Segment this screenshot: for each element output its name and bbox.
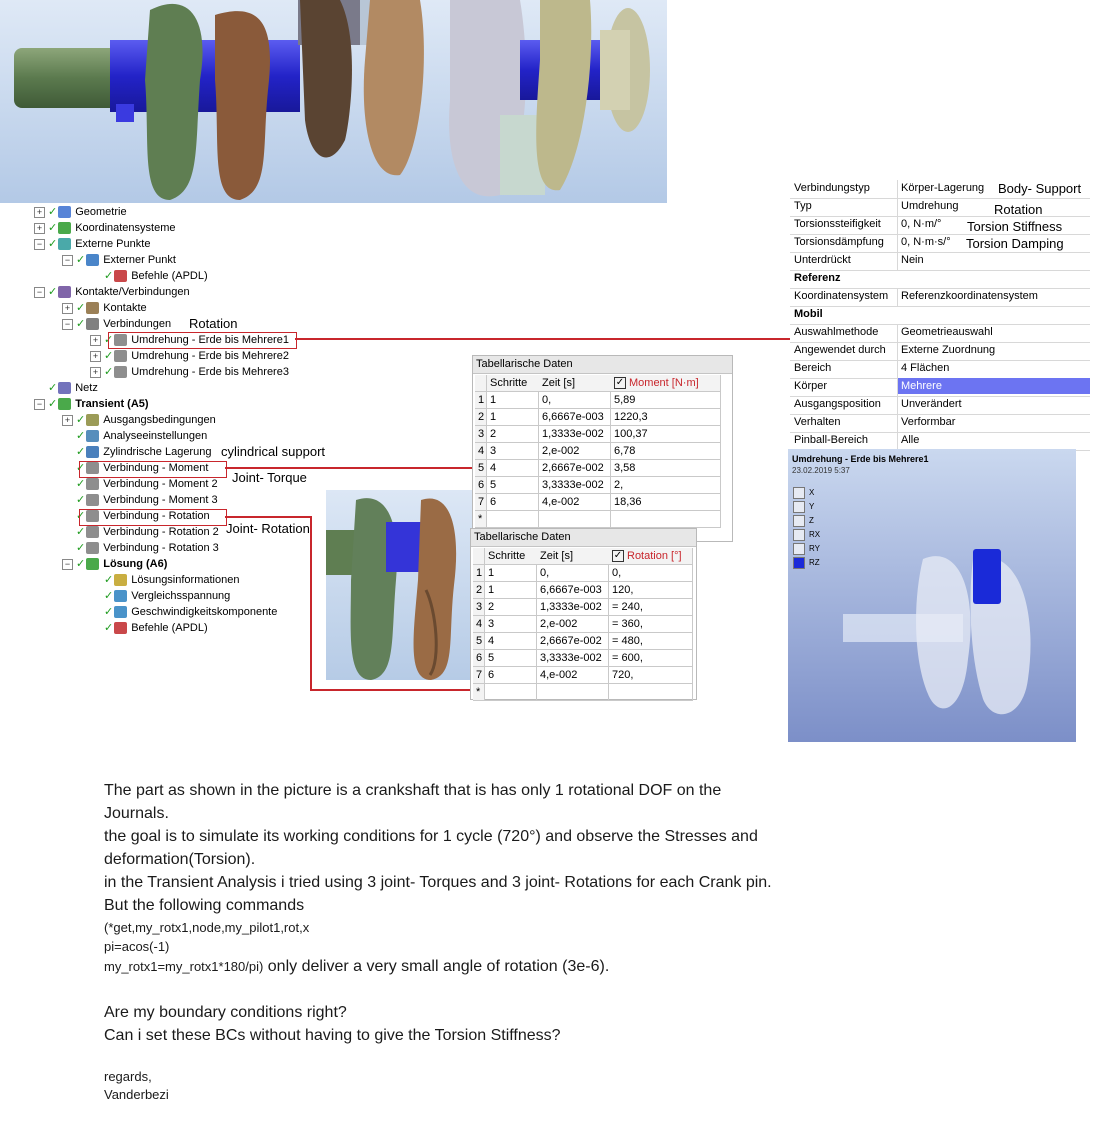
status-check-icon: ✓ (104, 270, 114, 282)
status-check-icon: ✓ (104, 590, 114, 602)
tree-node-label: Verbindung - Moment 2 (103, 478, 218, 491)
details-value[interactable]: 0, N·m·s/° (901, 236, 951, 248)
annotation-rotation: Rotation (189, 316, 238, 331)
annotation-joint-torque: Joint- Torque (232, 470, 307, 485)
post-line-6: But the following commands (104, 897, 305, 914)
tree-node-label: Geometrie (75, 206, 127, 219)
status-check-icon: ✓ (76, 462, 86, 474)
table-header-cell[interactable] (539, 375, 614, 392)
tree-node-label: Verbindung - Moment 3 (103, 494, 218, 507)
table-cell[interactable]: 3,3333e-002 (539, 477, 611, 494)
expand-toggle-icon[interactable]: + (90, 335, 101, 346)
annotation-rotation-type: Rotation (994, 202, 1043, 217)
table-cell[interactable]: = 240, (609, 599, 693, 616)
details-value[interactable]: Nein (901, 254, 924, 266)
table-cell[interactable]: 2,e-002 (537, 616, 609, 633)
legend-label: Y (809, 502, 815, 512)
tree-node-label: Verbindung - Moment (103, 462, 209, 475)
post-line-2: Journals. (104, 805, 169, 822)
tree-node-label: Ausgangsbedingungen (103, 414, 216, 427)
table-cell[interactable]: 0, (537, 565, 609, 582)
expand-toggle-icon[interactable]: + (62, 415, 73, 426)
tree-node-label: Verbindung - Rotation (103, 510, 210, 523)
table-header-label: Zeit [s] (540, 550, 574, 562)
row-index-cell: 5 (475, 460, 487, 477)
tree-node-label: Externe Punkte (75, 238, 151, 251)
annotation-torsion-damping: Torsion Damping (966, 236, 1064, 251)
tree-node-label: Verbindung - Rotation 2 (103, 526, 219, 539)
row-index-cell: 2 (473, 582, 485, 599)
column-divider (897, 252, 898, 270)
table-header-cell[interactable] (475, 375, 487, 392)
table-cell[interactable]: 5 (487, 477, 539, 494)
expand-toggle-icon[interactable]: + (90, 367, 101, 378)
column-checkbox-icon[interactable]: ✓ (615, 377, 625, 389)
legend-label: RY (809, 544, 820, 554)
table-cell[interactable]: 1,3333e-002 (539, 426, 611, 443)
table-cell[interactable]: 6 (485, 667, 537, 684)
details-key: Körper (794, 380, 828, 392)
collapse-toggle-icon[interactable]: − (62, 319, 73, 330)
details-row[interactable] (790, 414, 1090, 433)
signoff-line-2: Vanderbezi (104, 1087, 169, 1102)
status-check-icon: ✓ (76, 254, 86, 266)
table-cell[interactable]: 2 (487, 426, 539, 443)
table-header-label: Moment [N·m] (629, 377, 699, 389)
table-cell[interactable]: 0, (609, 565, 693, 582)
details-key: Torsionssteifigkeit (794, 218, 881, 230)
annotation-cylindrical-support: cylindrical support (221, 444, 326, 459)
table-header-cell[interactable] (611, 375, 721, 392)
column-divider (897, 360, 898, 378)
annotation-body-support: Body- Support (998, 181, 1082, 196)
column-divider (897, 288, 898, 306)
details-key: Referenz (794, 272, 841, 284)
column-divider (897, 234, 898, 252)
table-header-label: Schritte (490, 377, 528, 389)
details-key: Verbindungstyp (794, 182, 870, 194)
details-row[interactable] (790, 396, 1090, 415)
signoff-line-1: regards, (104, 1069, 152, 1084)
details-row[interactable] (790, 342, 1090, 361)
table-cell[interactable]: 0, (539, 392, 611, 409)
question-1: Are my boundary conditions right? (104, 1004, 347, 1021)
code-line-3-wrap (104, 958, 609, 976)
graph-title: Umdrehung - Erde bis Mehrere1 (792, 454, 929, 464)
details-key: Torsionsdämpfung (794, 236, 884, 248)
row-index-cell: 6 (473, 650, 485, 667)
status-check-icon: ✓ (76, 430, 86, 442)
details-key: Mobil (794, 308, 823, 320)
tree-node-label: Umdrehung - Erde bis Mehrere2 (131, 350, 289, 363)
row-index-cell: 2 (475, 409, 487, 426)
table-cell[interactable]: 2,6667e-002 (537, 633, 609, 650)
details-row[interactable] (790, 288, 1090, 307)
details-value[interactable]: Verformbar (901, 416, 956, 428)
status-check-icon: ✓ (76, 542, 86, 554)
table-header-cell[interactable] (485, 548, 540, 565)
table-cell[interactable]: 1220,3 (611, 409, 721, 426)
details-key: Unterdrückt (794, 254, 851, 266)
table-cell[interactable]: 120, (609, 582, 693, 599)
collapse-toggle-icon[interactable]: − (62, 559, 73, 570)
legend-label: RX (809, 530, 821, 540)
table-cell[interactable]: 3 (485, 616, 537, 633)
question-2: Can i set these BCs without having to give the Torsion Stiffness? (104, 1027, 561, 1044)
row-index-cell: 3 (473, 599, 485, 616)
legend-label: RZ (809, 558, 820, 568)
status-check-icon: ✓ (76, 510, 86, 522)
table-cell[interactable]: 3,58 (611, 460, 721, 477)
row-index-cell: 6 (475, 477, 487, 494)
details-value[interactable]: Referenzkoordinatensystem (901, 290, 1038, 302)
table-cell[interactable]: 4,e-002 (539, 494, 611, 511)
details-row[interactable] (790, 306, 1090, 325)
expand-toggle-icon[interactable]: + (62, 303, 73, 314)
tree-node-label: Kontakte (103, 302, 147, 315)
post-line-3: the goal is to simulate its working conditions for 1 cycle (720°) and observe the Stresses and (104, 828, 758, 845)
details-key: Koordinatensystem (794, 290, 889, 302)
expand-toggle-icon[interactable]: + (34, 223, 45, 234)
row-index-cell: 4 (475, 443, 487, 460)
status-check-icon: ✓ (48, 206, 58, 218)
status-check-icon: ✓ (76, 494, 86, 506)
tree-node-label: Umdrehung - Erde bis Mehrere3 (131, 366, 289, 379)
post-line-4: deformation(Torsion). (104, 851, 256, 868)
details-row[interactable] (790, 198, 1090, 217)
table-cell[interactable]: 4,e-002 (537, 667, 609, 684)
details-row[interactable] (790, 324, 1090, 343)
table-cell[interactable] (537, 684, 609, 701)
table-cell[interactable]: 5 (485, 650, 537, 667)
table-cell[interactable]: 4 (485, 633, 537, 650)
table-cell[interactable]: 100,37 (611, 426, 721, 443)
table-cell[interactable] (611, 511, 721, 528)
details-value[interactable]: Mehrere (898, 378, 1090, 394)
details-value[interactable]: 4 Flächen (901, 362, 950, 374)
table-cell[interactable]: 1 (487, 392, 539, 409)
crank-pin-viewport[interactable] (326, 490, 472, 680)
column-divider (897, 432, 898, 450)
status-check-icon: ✓ (104, 622, 114, 634)
collapse-toggle-icon[interactable]: − (34, 399, 45, 410)
table-cell[interactable]: 2, (611, 477, 721, 494)
graph-date: 23.02.2019 5:37 (792, 466, 850, 475)
details-value[interactable]: Alle (901, 434, 920, 446)
column-divider (897, 342, 898, 360)
status-check-icon: ✓ (48, 398, 58, 410)
status-check-icon: ✓ (104, 334, 114, 346)
status-check-icon: ✓ (76, 302, 86, 314)
legend-label: Z (809, 516, 814, 526)
tree-node-label: Zylindrische Lagerung (103, 446, 212, 459)
legend-label: X (809, 488, 815, 498)
table-cell[interactable] (487, 511, 539, 528)
row-index-cell: 1 (475, 392, 487, 409)
details-value[interactable]: Externe Zuordnung (901, 344, 996, 356)
post-line-1: The part as shown in the picture is a crankshaft that is has only 1 rotational DOF on the (104, 782, 722, 799)
post-line-5: in the Transient Analysis i tried using 3 joint- Torques and 3 joint- Rotations for each Crank pin. (104, 874, 772, 891)
expand-toggle-icon[interactable]: + (90, 351, 101, 362)
code-result-text: only deliver a very small angle of rotation (3e-6). (263, 958, 610, 975)
row-index-cell: 7 (475, 494, 487, 511)
tree-node-label: Transient (A5) (75, 398, 149, 411)
table-cell[interactable] (539, 511, 611, 528)
details-key: Verhalten (794, 416, 841, 428)
table-cell[interactable]: 3 (487, 443, 539, 460)
code-line-1: (*get,my_rotx1,node,my_pilot1,rot,x (104, 920, 310, 935)
row-index-cell: 3 (475, 426, 487, 443)
table-cell[interactable]: 18,36 (611, 494, 721, 511)
table-cell[interactable]: 3,3333e-002 (537, 650, 609, 667)
moment-table-title: Tabellarische Daten (473, 356, 732, 374)
moment-tabular-data[interactable] (472, 355, 733, 542)
tree-node-label: Befehle (APDL) (131, 622, 208, 635)
status-check-icon: ✓ (48, 238, 58, 250)
table-header-label: Zeit [s] (542, 377, 576, 389)
details-row[interactable] (790, 252, 1090, 271)
table-header-cell[interactable] (473, 548, 485, 565)
table-cell[interactable]: 2,e-002 (539, 443, 611, 460)
table-cell[interactable]: 1 (485, 565, 537, 582)
table-header-cell[interactable] (609, 548, 693, 565)
tree-node-label: Externer Punkt (103, 254, 176, 267)
rotation-table-title: Tabellarische Daten (471, 529, 696, 547)
status-check-icon: ✓ (104, 606, 114, 618)
tree-node-label: Umdrehung - Erde bis Mehrere1 (131, 334, 289, 347)
tree-node-label: Lösung (A6) (103, 558, 168, 571)
status-check-icon: ✓ (76, 318, 86, 330)
code-line-3: my_rotx1=my_rotx1*180/pi) (104, 959, 264, 974)
status-check-icon: ✓ (76, 558, 86, 570)
tree-node-label: Verbindung - Rotation 3 (103, 542, 219, 555)
table-cell[interactable]: = 480, (609, 633, 693, 650)
table-cell[interactable]: 6,6667e-003 (537, 582, 609, 599)
table-cell[interactable]: 6,78 (611, 443, 721, 460)
graph-model (788, 449, 1076, 742)
details-key: Pinball-Bereich (794, 434, 868, 446)
collapse-toggle-icon[interactable]: − (34, 239, 45, 250)
row-index-cell: * (475, 511, 487, 528)
table-cell[interactable] (609, 684, 693, 701)
expand-toggle-icon[interactable]: + (34, 207, 45, 218)
tree-node-label: Geschwindigkeitskomponente (131, 606, 278, 619)
details-row[interactable] (790, 270, 1090, 289)
details-row[interactable] (790, 360, 1090, 379)
tree-node-label: Koordinatensysteme (75, 222, 176, 235)
table-header-label: Schritte (488, 550, 526, 562)
tree-node-label: Netz (75, 382, 98, 395)
table-cell[interactable]: 2,6667e-002 (539, 460, 611, 477)
details-key: Ausgangsposition (794, 398, 881, 410)
status-check-icon: ✓ (76, 478, 86, 490)
table-cell[interactable]: 1 (485, 582, 537, 599)
column-divider (897, 216, 898, 234)
crank-pin-model (326, 490, 472, 680)
column-divider (897, 180, 898, 198)
details-value[interactable]: Geometrieauswahl (901, 326, 993, 338)
row-index-cell: 4 (473, 616, 485, 633)
table-cell[interactable]: 4 (487, 460, 539, 477)
details-key: Typ (794, 200, 812, 212)
details-value[interactable]: Umdrehung (901, 200, 959, 212)
joint-graph-viewport[interactable] (788, 449, 1076, 742)
column-divider (897, 396, 898, 414)
table-cell[interactable]: = 600, (609, 650, 693, 667)
table-header-cell[interactable] (487, 375, 542, 392)
details-value[interactable]: Körper-Lagerung (901, 182, 985, 194)
column-divider (897, 324, 898, 342)
details-key: Auswahlmethode (794, 326, 879, 338)
status-check-icon: ✓ (48, 222, 58, 234)
details-row[interactable] (790, 378, 1090, 397)
table-cell[interactable] (485, 684, 537, 701)
row-index-cell: * (473, 684, 485, 701)
status-check-icon: ✓ (104, 350, 114, 362)
table-cell[interactable]: 2 (485, 599, 537, 616)
rotation-tabular-data[interactable] (470, 528, 697, 700)
annotation-torsion-stiffness: Torsion Stiffness (967, 219, 1063, 234)
table-header-cell[interactable] (537, 548, 612, 565)
column-checkbox-icon[interactable]: ✓ (613, 550, 623, 562)
code-line-2: pi=acos(-1) (104, 939, 170, 954)
details-key: Angewendet durch (794, 344, 886, 356)
details-value[interactable]: 0, N·m/° (901, 218, 942, 230)
column-divider (897, 198, 898, 216)
tree-node-label: Vergleichsspannung (131, 590, 231, 603)
row-index-cell: 1 (473, 565, 485, 582)
tree-node-label: Befehle (APDL) (131, 270, 208, 283)
row-index-cell: 7 (473, 667, 485, 684)
tree-node-label: Kontakte/Verbindungen (75, 286, 190, 299)
details-value[interactable]: Unverändert (901, 398, 962, 410)
tree-node-label: Analyseeinstellungen (103, 430, 208, 443)
tree-node-label: Verbindungen (103, 318, 172, 331)
status-check-icon: ✓ (48, 286, 58, 298)
tree-node-label: Lösungsinformationen (131, 574, 240, 587)
collapse-toggle-icon[interactable]: − (34, 287, 45, 298)
table-cell[interactable]: 5,89 (611, 392, 721, 409)
table-cell[interactable]: 720, (609, 667, 693, 684)
status-check-icon: ✓ (76, 414, 86, 426)
status-check-icon: ✓ (76, 526, 86, 538)
row-index-cell: 5 (473, 633, 485, 650)
details-key: Bereich (794, 362, 832, 374)
collapse-toggle-icon[interactable]: − (62, 255, 73, 266)
table-cell[interactable]: 6 (487, 494, 539, 511)
status-check-icon: ✓ (104, 574, 114, 586)
table-cell[interactable]: 1 (487, 409, 539, 426)
table-cell[interactable]: 6,6667e-003 (539, 409, 611, 426)
column-divider (897, 414, 898, 432)
status-check-icon: ✓ (76, 446, 86, 458)
annotation-joint-rotation: Joint- Rotation (226, 521, 310, 536)
table-cell[interactable]: 1,3333e-002 (537, 599, 609, 616)
status-check-icon: ✓ (104, 366, 114, 378)
table-header-label: Rotation [°] (627, 550, 682, 562)
status-check-icon: ✓ (48, 382, 58, 394)
table-cell[interactable]: = 360, (609, 616, 693, 633)
